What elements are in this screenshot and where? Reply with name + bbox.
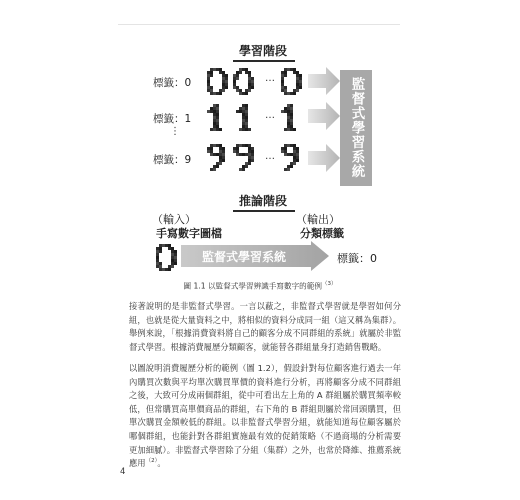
inference-stage-title: 推論階段 bbox=[239, 194, 288, 208]
row-1-arrow-icon bbox=[308, 102, 342, 130]
paragraph-1: 接著說明的是非監督式學習。一言以蔽之，非監督式學習就是學習如何分組，也就是從大量資料之中，將相似的資料分成同一組（這又稱為集群）。舉例來說，「根據消費資料將自己的顧客分成不同群組的系統」就屬於非監督式學習。根據消費履歷分類顧客，就能替各群組量身打造銷售戰略。 bbox=[129, 301, 401, 352]
learning-stage-title: 學習階段 bbox=[239, 44, 288, 58]
page-number: 4 bbox=[120, 467, 126, 477]
row-0-ellipsis: … bbox=[265, 73, 276, 84]
paragraph-2-ref: （2） bbox=[145, 458, 158, 465]
paragraph-2-text: 以圖說明消費履歷分析的範例（圖 1.2），假設針對每位顧客進行過去一年內購買次數與平均單次購買單價的資料進行分析，再將顧客分成不同群組之後，大致可分成兩個群組，從中可看出左上角的 A 群組屬於購買頻率較低，但常購買高單價商品的群組，右下角的 B 群組則屬於常回頭購買，但單次購買金額較低的群組。以非監督式學習分組，就能知道每位顧客屬於哪個群組，也能針對各群組實施最有效的促銷策略（不過商場的分析需要更加細膩）。非監督式學習除了分組（集群）之外，也常於降維、推薦系統應用 bbox=[129, 363, 401, 469]
figure-caption-text: 圖 1.1 以監督式學習辨識手寫數字的範例 bbox=[183, 281, 322, 291]
input-paren-label: （輸入） bbox=[152, 213, 196, 226]
row-1-ellipsis: … bbox=[265, 110, 276, 121]
learning-stage-underline bbox=[233, 60, 295, 62]
row-1-label: 標籤：1 bbox=[153, 113, 192, 125]
inference-result-label: 標籤：0 bbox=[337, 252, 377, 265]
paragraph-2-end: 。 bbox=[157, 458, 166, 469]
row-9-arrow-icon bbox=[308, 144, 342, 172]
supervised-learning-system-label: 監督式學習系統 bbox=[348, 77, 365, 179]
figure-caption-ref: （3） bbox=[321, 281, 337, 287]
inference-stage-underline bbox=[233, 210, 295, 212]
row-0-arrow-icon bbox=[308, 67, 342, 95]
supervised-learning-system-box bbox=[340, 70, 372, 186]
paragraph-2 bbox=[129, 362, 401, 471]
inference-arrow-label: 監督式學習系統 bbox=[202, 250, 287, 264]
row-9-ellipsis: … bbox=[265, 151, 276, 162]
vertical-ellipsis: ⋮ bbox=[170, 126, 180, 137]
row-0-label: 標籤：0 bbox=[153, 77, 192, 89]
figure-caption bbox=[0, 279, 520, 292]
output-label: 分類標籤 bbox=[300, 227, 344, 240]
input-label: 手寫數字圖檔 bbox=[156, 227, 222, 240]
output-paren-label: （輸出） bbox=[296, 213, 340, 226]
header-rule bbox=[118, 24, 400, 25]
row-9-label: 標籤：9 bbox=[153, 154, 192, 166]
